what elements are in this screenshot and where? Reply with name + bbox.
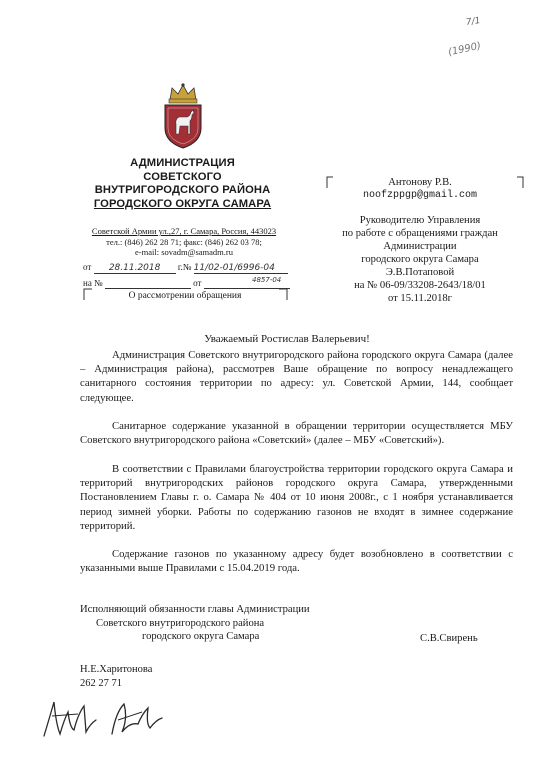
corner-mark-top: 7/1 [465,16,482,28]
org-title-line: ВНУТРИГОРОДСКОГО РАЙОНА [94,184,271,196]
recipient-line: на № 06-09/33208-2643/18/01 [354,280,486,291]
reply-label: на № [83,278,103,288]
body-paragraph: Администрация Советского внутригородского района городского округа Самара (далее – Администрация района), рассмотрев Ваше обращение по вопросу ненадлежащего санитарного состояния территории по адресу: ул. Советской Армии, 144, сообщает следующее. [80,349,513,404]
org-email: e-mail: sovadm@samadm.ru [135,247,233,257]
recipient-line: Администрации [383,241,457,252]
handwritten-signature-icon [38,694,168,746]
org-title-line: АДМИНИСТРАЦИЯ [130,157,235,169]
number-value: 11/02-01/6996-04 [193,263,275,273]
date-field [94,262,176,274]
position-line: городского округа Самара [142,631,260,642]
org-phone: тел.: (846) 262 28 71; факс: (846) 262 03 78; [106,236,262,247]
corner-mark-registration: (1990) [447,40,483,59]
reply-from-label: от [193,278,202,288]
signatory-name: С.В.Свирень [420,633,478,644]
addressee-email: noofzppgp@gmail.com [362,190,478,201]
org-address: Советской Армии ул.,27, г. Самара, Россия, 443023 [91,226,277,236]
number-field [194,262,288,274]
recipient-line: по работе с обращениями граждан [342,228,498,239]
recipient-line: Руководителю Управления [359,215,481,226]
body-paragraph: Санитарное содержание указанной в обращении территории осуществляется МБУ Советского внутригородского района «Советский» (далее – МБУ «Советский»). [80,420,513,447]
addressee-block [312,176,528,305]
subject-line: О рассмотрении обращения [128,291,242,301]
from-label: от [83,262,92,272]
org-title-line: СОВЕТСКОГО [143,170,222,183]
executor-phone: 262 27 71 [80,677,122,689]
salutation: Уважаемый Ростислав Валерьевич! [204,333,370,345]
organization-contacts [84,226,284,258]
position-line: Советского внутригородского района [96,617,265,629]
recipient-line: Э.В.Потаповой [385,267,455,278]
position-line: Исполняющий обязанности главы Администрации [80,604,310,615]
number-sub-value: 4857-04 [252,276,282,284]
body-paragraph: В соответствии с Правилами благоустройства территории городского округа Самара и территорий внутригородских районов городского округа Самара, утвержденными Постановлением Главы г. о. Самара № 404 от 10 июня 2008г., с 1 ноября устанавливается период зимней уборки. Работы по содержанию газонов не входят в зимнее содержание территорий. [80,463,513,532]
date-value: 28.11.2018 [108,263,161,273]
executor-name: Н.Е.Харитонова [80,664,153,675]
organization-title [80,157,285,211]
number-label: г.№ [177,262,192,272]
outgoing-registration-row [83,262,293,274]
coat-of-arms-emblem [158,82,208,150]
addressee-name: Антонову Р.В. [388,177,452,188]
body-paragraph: Содержание газонов по указанному адресу будет возобновлено в соответствии с указанными выше Правилами с 15.04.2019 года. [80,548,513,575]
recipient-line: от 15.11.2018г [387,293,453,304]
executor-block [80,663,152,690]
signatory-position [80,603,330,644]
recipient-line: городского округа Самара [361,254,479,265]
org-title-line: ГОРОДСКОГО ОКРУГА САМАРА [93,197,272,210]
